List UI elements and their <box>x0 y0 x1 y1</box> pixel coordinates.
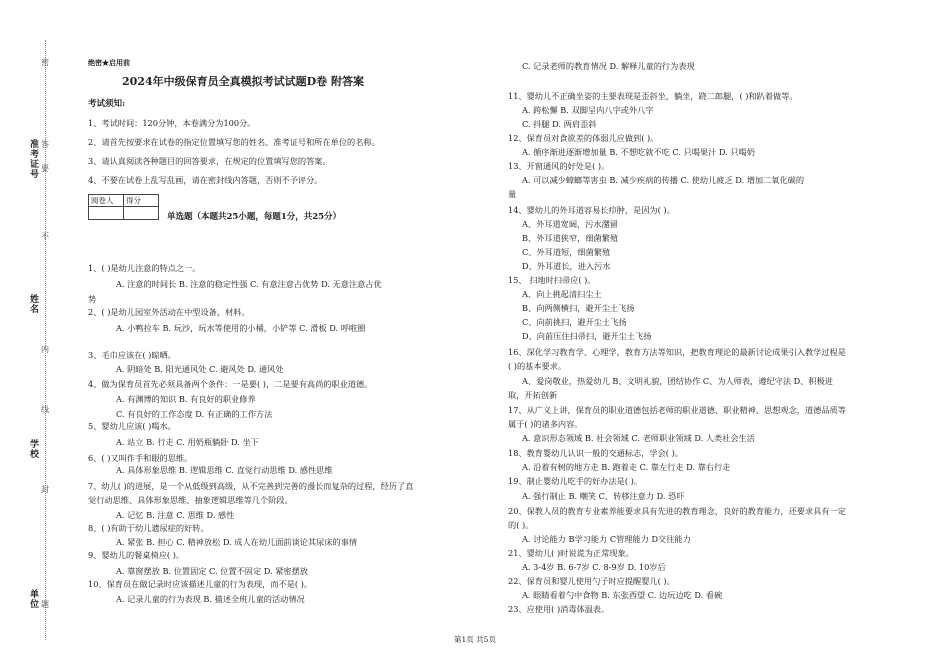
question-line: 9、婴幼儿的餐桌椅应( )。 <box>88 550 185 560</box>
question-line: 2、( )是幼儿园室外活动在中型设备，材料。 <box>88 307 250 317</box>
secret-mark: 绝密★启用前 <box>88 58 130 67</box>
question-line: 7、幼儿( )的进展，是一个从低级到高级，从不完善到完善的漫长而复杂的过程，经历了直 <box>88 481 414 491</box>
question-line: 19、制止婴幼儿吃手的好办法是( )。 <box>508 476 643 486</box>
question-line: A、外耳道宽阔，污水潴留 <box>522 219 618 229</box>
seal-line <box>45 40 46 640</box>
question-line: A. 注意的时间长 B. 注意的稳定性强 C. 有意注意占优势 D. 无意注意占优 <box>116 279 382 289</box>
question-line: C. 记录老师的教育情况 D. 解释儿童的行为表现 <box>522 61 695 71</box>
question-line: D、外耳道长，进入污水 <box>522 261 611 271</box>
unit-label: 单位 <box>30 590 40 610</box>
question-line: 22、保育员和婴儿使用勺子时应提醒婴儿( )。 <box>508 576 675 586</box>
question-line: A. 眼睛看着勺中食物 B. 东张西望 C. 边玩边吃 D. 看碗 <box>522 590 723 600</box>
question-line: 量 <box>508 189 517 199</box>
question-line: A. 紧张 B. 担心 C. 精神放松 D. 成人在幼儿面前谈论其尿床的事情 <box>116 537 358 547</box>
score-table <box>88 194 159 220</box>
question-line: 属于( )的诸多内容。 <box>508 419 583 429</box>
question-line: 5、婴幼儿应该( )喝水。 <box>88 421 176 431</box>
question-line: A. 阴暗处 B. 阳光通风处 C. 避风处 D. 通风处 <box>116 364 284 374</box>
question-line: 11、婴幼儿不正确坐姿的主要表现是歪斜坐，躺坐，跷二郎腿，( )和趴着做等。 <box>508 91 798 101</box>
seal-fragment: 线 <box>41 405 49 414</box>
question-line: A. 可以减少蟑螂等害虫 B. 减少疾病的传播 C. 使幼儿疲乏 D. 增加二氧化碳的 <box>522 175 805 185</box>
seal-fragment: 答 <box>41 140 49 149</box>
question-line: A. 靠窗摆放 B. 位置固定 C. 位置不固定 D. 紧密摆放 <box>116 566 308 576</box>
notice-item: 1、考试时间：120分钟，本卷满分为100分。 <box>88 118 256 128</box>
question-line: A. 记录儿童的行为表现 B. 描述全班儿童的活动情况 <box>116 594 305 604</box>
question-line: 6、( )又叫作手和眼的思维。 <box>88 453 193 463</box>
question-line: 的( )。 <box>508 520 534 530</box>
question-line: A、爱岗敬业，热爱幼儿 B、文明礼貌，团结协作 C、为人师表，遵纪守法 D、积极进 <box>522 376 833 386</box>
question-line: A. 具体形象思维 B. 逻辑思维 C. 直觉行动思维 D. 感性思维 <box>116 465 333 475</box>
question-line: 23、应使用( )消毒体温表。 <box>508 604 610 614</box>
question-line: 1、( )是幼儿注意的特点之一。 <box>88 263 201 273</box>
seal-fragment: 题 <box>41 600 49 609</box>
question-line: A. 意识形态领域 B. 社会领域 C. 老师职业领域 D. 人类社会生活 <box>522 433 755 443</box>
question-line: 14、婴幼儿的外耳道容易长疖肿，是因为( )。 <box>508 205 675 215</box>
page-title: 2024年中级保育员全真模拟考试试题D卷 附答案 <box>122 75 364 88</box>
seal-fragment: 密 <box>41 58 49 67</box>
question-line: C. 抖腿 D. 两肩歪斜 <box>522 119 597 129</box>
question-line: 3、毛巾应该在( )晾晒。 <box>88 350 176 360</box>
reviewer-header: 阅卷人 <box>89 195 124 207</box>
question-line: A. 记忆 B. 注意 C. 思维 D. 感性 <box>116 510 235 520</box>
seal-fragment: 要 <box>41 164 49 173</box>
question-line: A、向上挑起清扫尘土 <box>522 289 602 299</box>
question-line: A. 有渊博的知识 B. 有良好的职业修养 <box>116 394 256 404</box>
question-line: D、向前压住扫帚扫，避开尘土飞扬 <box>522 331 652 341</box>
question-line: 18、教育婴幼儿认识一般的交通标志，学会( )。 <box>508 448 683 458</box>
exam-number-label: 准考证号 <box>30 140 40 180</box>
question-line: C、外耳道短，细菌繁殖 <box>522 247 611 257</box>
question-line: 势 <box>88 294 97 304</box>
question-line: C、向前挑扫，避开尘土飞扬 <box>522 317 627 327</box>
question-line: 4、做为保育员首先必须具备两个条件：一是要( )，二是要有高尚的职业道德。 <box>88 379 373 389</box>
seal-fragment: 内 <box>41 345 49 354</box>
question-line: A. 沿着有树的地方走 B. 跑着走 C. 靠左行走 D. 靠右行走 <box>522 462 731 472</box>
section-title: 单选题（本题共25小题，每题1分，共25分） <box>167 212 342 222</box>
question-line: C. 有良好的工作态度 D. 有正确的工作方法 <box>116 409 273 419</box>
question-line: B、外耳道狭窄，细菌繁殖 <box>522 233 619 243</box>
question-line: 觉行动思维、具体形象思维、抽象逻辑思维等几个阶段。 <box>88 495 293 505</box>
question-line: ( )的基本要求。 <box>508 361 567 371</box>
question-line: A. 3-4岁 B. 6-7岁 C. 8-9岁 D. 10岁后 <box>522 562 666 572</box>
page-footer: 第1页 共5页 <box>454 635 496 644</box>
question-line: A. 小鸭拉车 B. 玩沙，玩水等使用的小桶，小铲等 C. 滑板 D. 呼啦圈 <box>116 323 366 333</box>
seal-fragment: 不 <box>41 232 49 241</box>
question-line: 17、从广义上讲，保育员的职业道德包括老师的职业道德、职业精神、思想观念，道德品质等 <box>508 405 846 415</box>
notice-item: 2、请首先按要求在试卷的指定位置填写您的姓名、准考证号和所在单位的名称。 <box>88 137 380 147</box>
question-line: 取，开拓创新 <box>508 390 558 400</box>
question-line: 15、 扫地时扫帚应( )。 <box>508 275 596 285</box>
seal-fragment: 封 <box>41 485 49 494</box>
question-line: 21、婴幼儿( )时说谎为正常现象。 <box>508 548 634 558</box>
score-cell <box>124 207 159 220</box>
question-line: 13、开窗通风的好处是( )。 <box>508 161 610 171</box>
question-line: 8、( )有助于幼儿遗尿症的好转。 <box>88 523 209 533</box>
question-line: A. 跨松懈 B. 双脚呈内八字或外八字 <box>522 105 654 115</box>
question-line: A. 站立 B. 行走 C. 用奶瓶躺卧 D. 坐下 <box>116 437 259 447</box>
question-line: 20、保教人员的教育专业素养能要求具有先进的教育理念，良好的教育能力，还要求具有一定 <box>508 506 846 516</box>
name-label: 姓名 <box>30 295 40 315</box>
question-line: 16、深化学习教育学、心理学，教育方法等知识，把教育理论的最新讨论成果引入教学过程是 <box>508 347 846 357</box>
question-line: 12、保育员对食欲差的体弱儿应做到( )。 <box>508 133 659 143</box>
question-line: A. 强行制止 B. 嘲笑 C、转移注意力 D. 恐吓 <box>522 491 685 501</box>
school-label: 学校 <box>30 440 40 460</box>
question-line: B、向两侧横扫，避开尘土飞扬 <box>522 303 635 313</box>
question-line: A. 讨论能力 B学习能力 C管理能力 D交往能力 <box>522 534 691 544</box>
question-line: A. 循序渐进逐渐增加量 B. 不想吃就不吃 C. 只喝果汁 D. 只喝奶 <box>522 147 755 157</box>
reviewer-cell <box>89 207 124 220</box>
notice-item: 3、请认真阅读各种题目的回答要求，在规定的位置填写您的答案。 <box>88 156 331 166</box>
notice-item: 4、不要在试卷上乱写乱画，请在密封线内答题，否则不予评分。 <box>88 175 323 185</box>
notice-title: 考试须知: <box>88 99 126 109</box>
score-header: 得分 <box>124 195 159 207</box>
question-line: 10、保育员在做记录时应该描述儿童的行为表现，而不是( )。 <box>88 579 313 589</box>
